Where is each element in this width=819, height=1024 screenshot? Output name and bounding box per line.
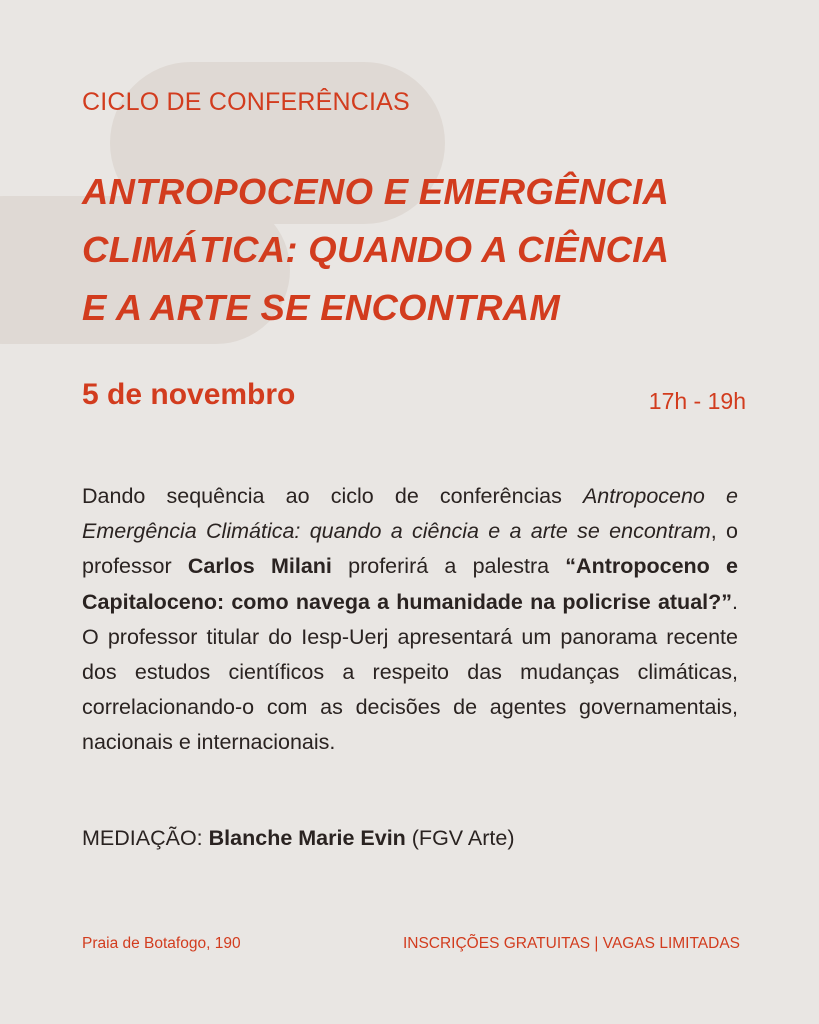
mediator-name: Blanche Marie Evin <box>208 826 406 850</box>
description-closing: . O professor titular do Iesp-Uerj apresentará um panorama recente dos estudos científicos a respeito das mudanças climáticas, correlacionando-o com as decisões de agentes governamentais, nacionais e internacionais. <box>82 589 738 755</box>
event-title-line: ANTROPOCENO E EMERGÊNCIA <box>82 171 670 212</box>
mediation-label: MEDIAÇÃO: <box>82 826 209 850</box>
description-text: proferirá a palestra <box>331 554 566 579</box>
description-text: , o professor <box>82 519 738 579</box>
event-time: 17h - 19h <box>648 388 746 414</box>
mediator-affiliation: (FGV Arte) <box>405 826 515 850</box>
description-intro: Dando sequência ao ciclo de conferências <box>82 484 583 508</box>
cycle-name: Antropoceno e Emergência Climática: quando a ciência e a arte se encontram <box>82 484 738 544</box>
event-title-line: E A ARTE SE ENCONTRAM <box>82 287 561 328</box>
event-date: 5 de novembro <box>82 378 296 411</box>
event-address: Praia de Botafogo, 190 <box>82 935 241 952</box>
speaker-name: Carlos Milani <box>187 554 332 579</box>
talk-title: “Antropoceno e Capitaloceno: como navega a humanidade na policrise atual?” <box>82 554 738 614</box>
event-description <box>82 479 738 761</box>
registration-info: INSCRIÇÕES GRATUITAS | VAGAS LIMITADAS <box>402 935 740 952</box>
event-title-line: CLIMÁTICA: QUANDO A CIÊNCIA <box>82 229 670 270</box>
event-series-label: CICLO DE CONFERÊNCIAS <box>82 88 410 116</box>
mediation <box>82 826 515 851</box>
event-title <box>82 163 772 337</box>
